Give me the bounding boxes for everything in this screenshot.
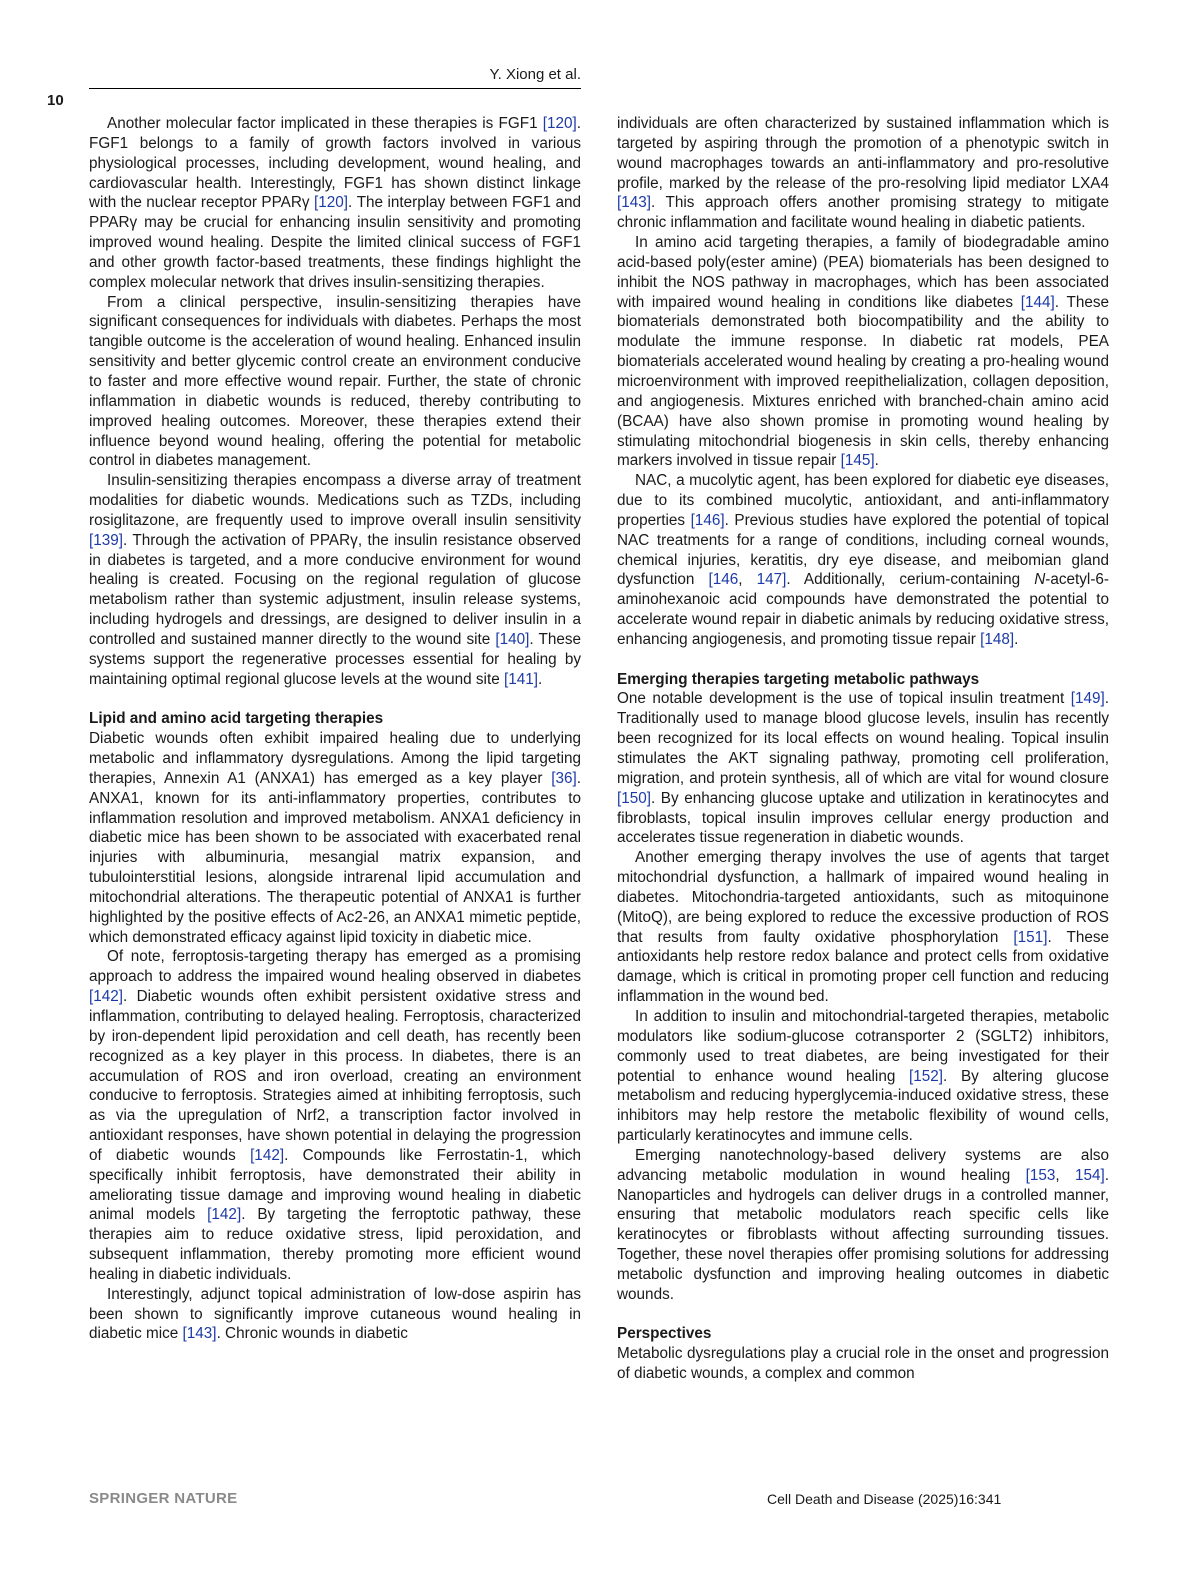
body-paragraph: In amino acid targeting therapies, a family of biodegradable amino acid-based poly(ester amine) (PEA) biomaterials has been designed to inhibit the NOS pathway in macrophages, which has been associated with impaired wound healing in conditions like diabetes [144]. These biomaterials demonstrated both biocompatibility and the ability to modulate the immune response. In diabetic rat models, PEA biomaterials accelerated wound healing by creating a pro-healing wound microenvironment with improved reepithelialization, collagen deposition, and angiogenesis. Mixtures enriched with branched-chain amino acid (BCAA) have also shown promise in promoting wound healing by stimulating mitochondrial biogenesis in skin cells, thereby enhancing markers involved in tissue repair [145]. — [617, 234, 1109, 470]
right-column — [617, 114, 1109, 1384]
citation-link[interactable]: [139] — [89, 531, 124, 549]
citation-link[interactable]: [149] — [1070, 690, 1105, 708]
citation-link[interactable]: [145] — [840, 452, 875, 470]
section-heading: Lipid and amino acid targeting therapies — [89, 710, 384, 728]
citation-link[interactable]: [144] — [1020, 293, 1055, 311]
section-heading: Perspectives — [617, 1325, 712, 1343]
citation-link[interactable]: 147] — [756, 571, 787, 589]
citation-link[interactable]: [143] — [617, 194, 652, 212]
citation-link[interactable]: 154] — [1074, 1166, 1105, 1184]
body-paragraph: Interestingly, adjunct topical administration of low-dose aspirin has been shown to significantly improve cutaneous wound healing in diabetic mice [143]. Chronic wounds in diabetic — [89, 1285, 581, 1343]
citation-link[interactable]: [146 — [708, 571, 739, 589]
section-spacer — [617, 650, 1109, 670]
citation-link[interactable]: [120] — [314, 194, 349, 212]
journal-citation: Cell Death and Disease (2025)16:341 — [767, 1491, 1002, 1507]
body-paragraph: Another molecular factor implicated in these therapies is FGF1 [120]. FGF1 belongs to a family of growth factors involved in various physiological processes, including development, wound healing, and cardiovascular health. Interestingly, FGF1 has shown distinct linkage with the nuclear receptor PPARγ [120]. The interplay between FGF1 and PPARγ may be crucial for enhancing insulin sensitivity and promoting improved wound healing. Despite the limited clinical success of FGF1 and other growth factor-based treatments, these findings highlight the complex molecular network that drives insulin-sensitizing therapies. — [89, 115, 581, 291]
citation-link[interactable]: [140] — [495, 630, 530, 648]
citation-link[interactable]: [36] — [551, 769, 577, 787]
citation-link[interactable]: [141] — [503, 670, 538, 688]
header-rule — [89, 88, 581, 89]
citation-link[interactable]: [148] — [980, 630, 1015, 648]
body-paragraph: Another emerging therapy involves the use of agents that target mitochondrial dysfunction, a hallmark of impaired wound healing in diabetes. Mitochondria-targeted antioxidants, such as mitoquinone (MitoQ), are being explored to reduce the excessive production of ROS that results from faulty oxidative phosphorylation [151]. These antioxidants help restore redox balance and protect cells from oxidative damage, which is critical in promoting proper cell function and reducing inflammation in the wound bed. — [617, 849, 1109, 1006]
citation-link[interactable]: [151] — [1013, 928, 1048, 946]
body-paragraph: Diabetic wounds often exhibit impaired healing due to underlying metabolic and inflammatory dysregulations. Among the lipid targeting therapies, Annexin A1 (ANXA1) has emerged as a key player [36]. ANXA1, known for its anti-inflammatory properties, contributes to inflammation resolution and improved metabolism. ANXA1 deficiency in diabetic mice has been shown to be associated with exacerbated renal injuries with albuminuria, mesangial matrix expansion, and tubulointerstitial lesions, alongside intrarenal lipid accumulation and mitochondrial alterations. The therapeutic potential of ANXA1 is further highlighted by the positive effects of Ac2-26, an ANXA1 mimetic peptide, which demonstrated efficacy against lipid toxicity in diabetic mice. — [89, 730, 581, 946]
page-number: 10 — [47, 92, 64, 109]
citation-link[interactable]: [152] — [909, 1067, 944, 1085]
body-paragraph: NAC, a mucolytic agent, has been explored for diabetic eye diseases, due to its combined mucolytic, antioxidant, and anti-inflammatory properties [146]. Previous studies have explored the potential of topical NAC treatments for a range of conditions, including corneal wounds, chemical injuries, keratitis, dry eye disease, and meibomian gland dysfunction [146, 147]. Additionally, cerium-containing N-acetyl-6-aminohexanoic acid compounds have demonstrated the potential to accelerate wound repair in diabetic animals by reducing oxidative stress, enhancing angiogenesis, and promoting tissue repair [148]. — [617, 472, 1110, 648]
citation-link[interactable]: [142] — [250, 1146, 285, 1164]
section-spacer — [89, 689, 581, 709]
body-paragraph: In addition to insulin and mitochondrial-targeted therapies, metabolic modulators like sodium-glucose cotransporter 2 (SGLT2) inhibitors, commonly used to treat diabetes, are being investigated for their potential to enhance wound healing [152]. By altering glucose metabolism and reducing hyperglycemia-induced oxidative stress, these inhibitors may help restore the metabolic flexibility of wound cells, particularly keratinocytes and immune cells. — [617, 1007, 1110, 1145]
section-spacer — [617, 1305, 1109, 1325]
citation-link[interactable]: [142] — [207, 1206, 242, 1224]
citation-link[interactable]: [153 — [1025, 1166, 1056, 1184]
citation-link[interactable]: [120] — [542, 115, 577, 132]
italic-text: N — [1034, 571, 1046, 589]
body-paragraph: Emerging nanotechnology-based delivery systems are also advancing metabolic modulation in wound healing [153, 154]. Nanoparticles and hydrogels can deliver drugs in a controlled manner, ensuring that metabolic modulators reach specific cells like keratinocytes or fibroblasts without affecting surrounding tissues. Together, these novel therapies offer promising solutions for addressing metabolic dysfunction and improving healing outcomes in diabetic wounds. — [617, 1146, 1110, 1303]
body-paragraph: Insulin-sensitizing therapies encompass a diverse array of treatment modalities for diabetic wounds. Medications such as TZDs, including rosiglitazone, are frequently used to improve overall insulin sensitivity [139]. Through the activation of PPARγ, the insulin resistance observed in diabetes is targeted, and a more conducive environment for wound healing is created. Focusing on the regional regulation of glucose metabolism rather than systemic adjustment, insulin release systems, including hydrogels and dressings, are designed to deliver insulin in a controlled and sustained manner directly to the wound site [140]. These systems support the regenerative processes essential for healing by maintaining optimal regional glucose levels at the wound site [141]. — [89, 472, 581, 688]
citation-link[interactable]: [150] — [617, 789, 652, 807]
body-paragraph: Metabolic dysregulations play a crucial role in the onset and progression of diabetic wounds, a complex and common — [617, 1345, 1109, 1383]
citation-link[interactable]: [143] — [182, 1325, 217, 1343]
publisher-logo: SPRINGER NATURE — [89, 1490, 238, 1507]
citation-link[interactable]: [146] — [690, 511, 725, 529]
citation-link[interactable]: [142] — [89, 988, 124, 1006]
section-heading: Emerging therapies targeting metabolic pathways — [617, 670, 980, 688]
body-paragraph: One notable development is the use of topical insulin treatment [149]. Traditionally used to manage blood glucose levels, insulin has recently been recognized for its local effects on wound healing. Topical insulin stimulates the AKT signaling pathway, promoting cell proliferation, migration, and protein synthesis, all of which are vital for wound closure [150]. By enhancing glucose uptake and utilization in keratinocytes and fibroblasts, topical insulin improves cellular energy production and accelerates tissue regeneration in diabetic wounds. — [617, 690, 1109, 847]
running-head: Y. Xiong et al. — [489, 66, 581, 83]
body-paragraph: Of note, ferroptosis-targeting therapy has emerged as a promising approach to address the impaired wound healing observed in diabetes [142]. Diabetic wounds often exhibit persistent oxidative stress and inflammation, contributing to delayed healing. Ferroptosis, characterized by iron-dependent lipid peroxidation and cell death, has recently been recognized as a key player in this process. In diabetes, there is an accumulation of ROS and iron overload, creating an environment conducive to ferroptosis. Strategies aimed at inhibiting ferroptosis, such as via the upregulation of Nrf2, a transcription factor involved in antioxidant responses, have shown potential in delaying the progression of diabetic wounds [142]. Compounds like Ferrostatin-1, which specifically inhibit ferroptosis, have demonstrated their ability in ameliorating tissue damage and improving wound healing in diabetic animal models [142]. By targeting the ferroptotic pathway, these therapies aim to reduce oxidative stress, lipid peroxidation, and subsequent inflammation, thereby promoting more efficient wound healing in diabetic individuals. — [89, 948, 582, 1283]
body-paragraph: From a clinical perspective, insulin-sensitizing therapies have significant consequences for individuals with diabetes. Perhaps the most tangible outcome is the acceleration of wound healing. Enhanced insulin sensitivity and better glycemic control create an environment conducive to faster and more effective wound repair. Further, the state of chronic inflammation in diabetic wounds is reduced, thereby contributing to improved healing outcomes. Moreover, these therapies extend their influence beyond wound healing, offering the potential for metabolic control in diabetes management. — [89, 293, 581, 470]
body-paragraph: individuals are often characterized by sustained inflammation which is targeted by aspiring through the promotion of a phenotypic switch in wound macrophages towards an anti-inflammatory and pro-resolutive profile, marked by the release of the pro-resolving lipid mediator LXA4 [143]. This approach offers another promising strategy to mitigate chronic inflammation and facilitate wound healing in diabetic patients. — [617, 115, 1109, 232]
left-column — [89, 114, 581, 1344]
